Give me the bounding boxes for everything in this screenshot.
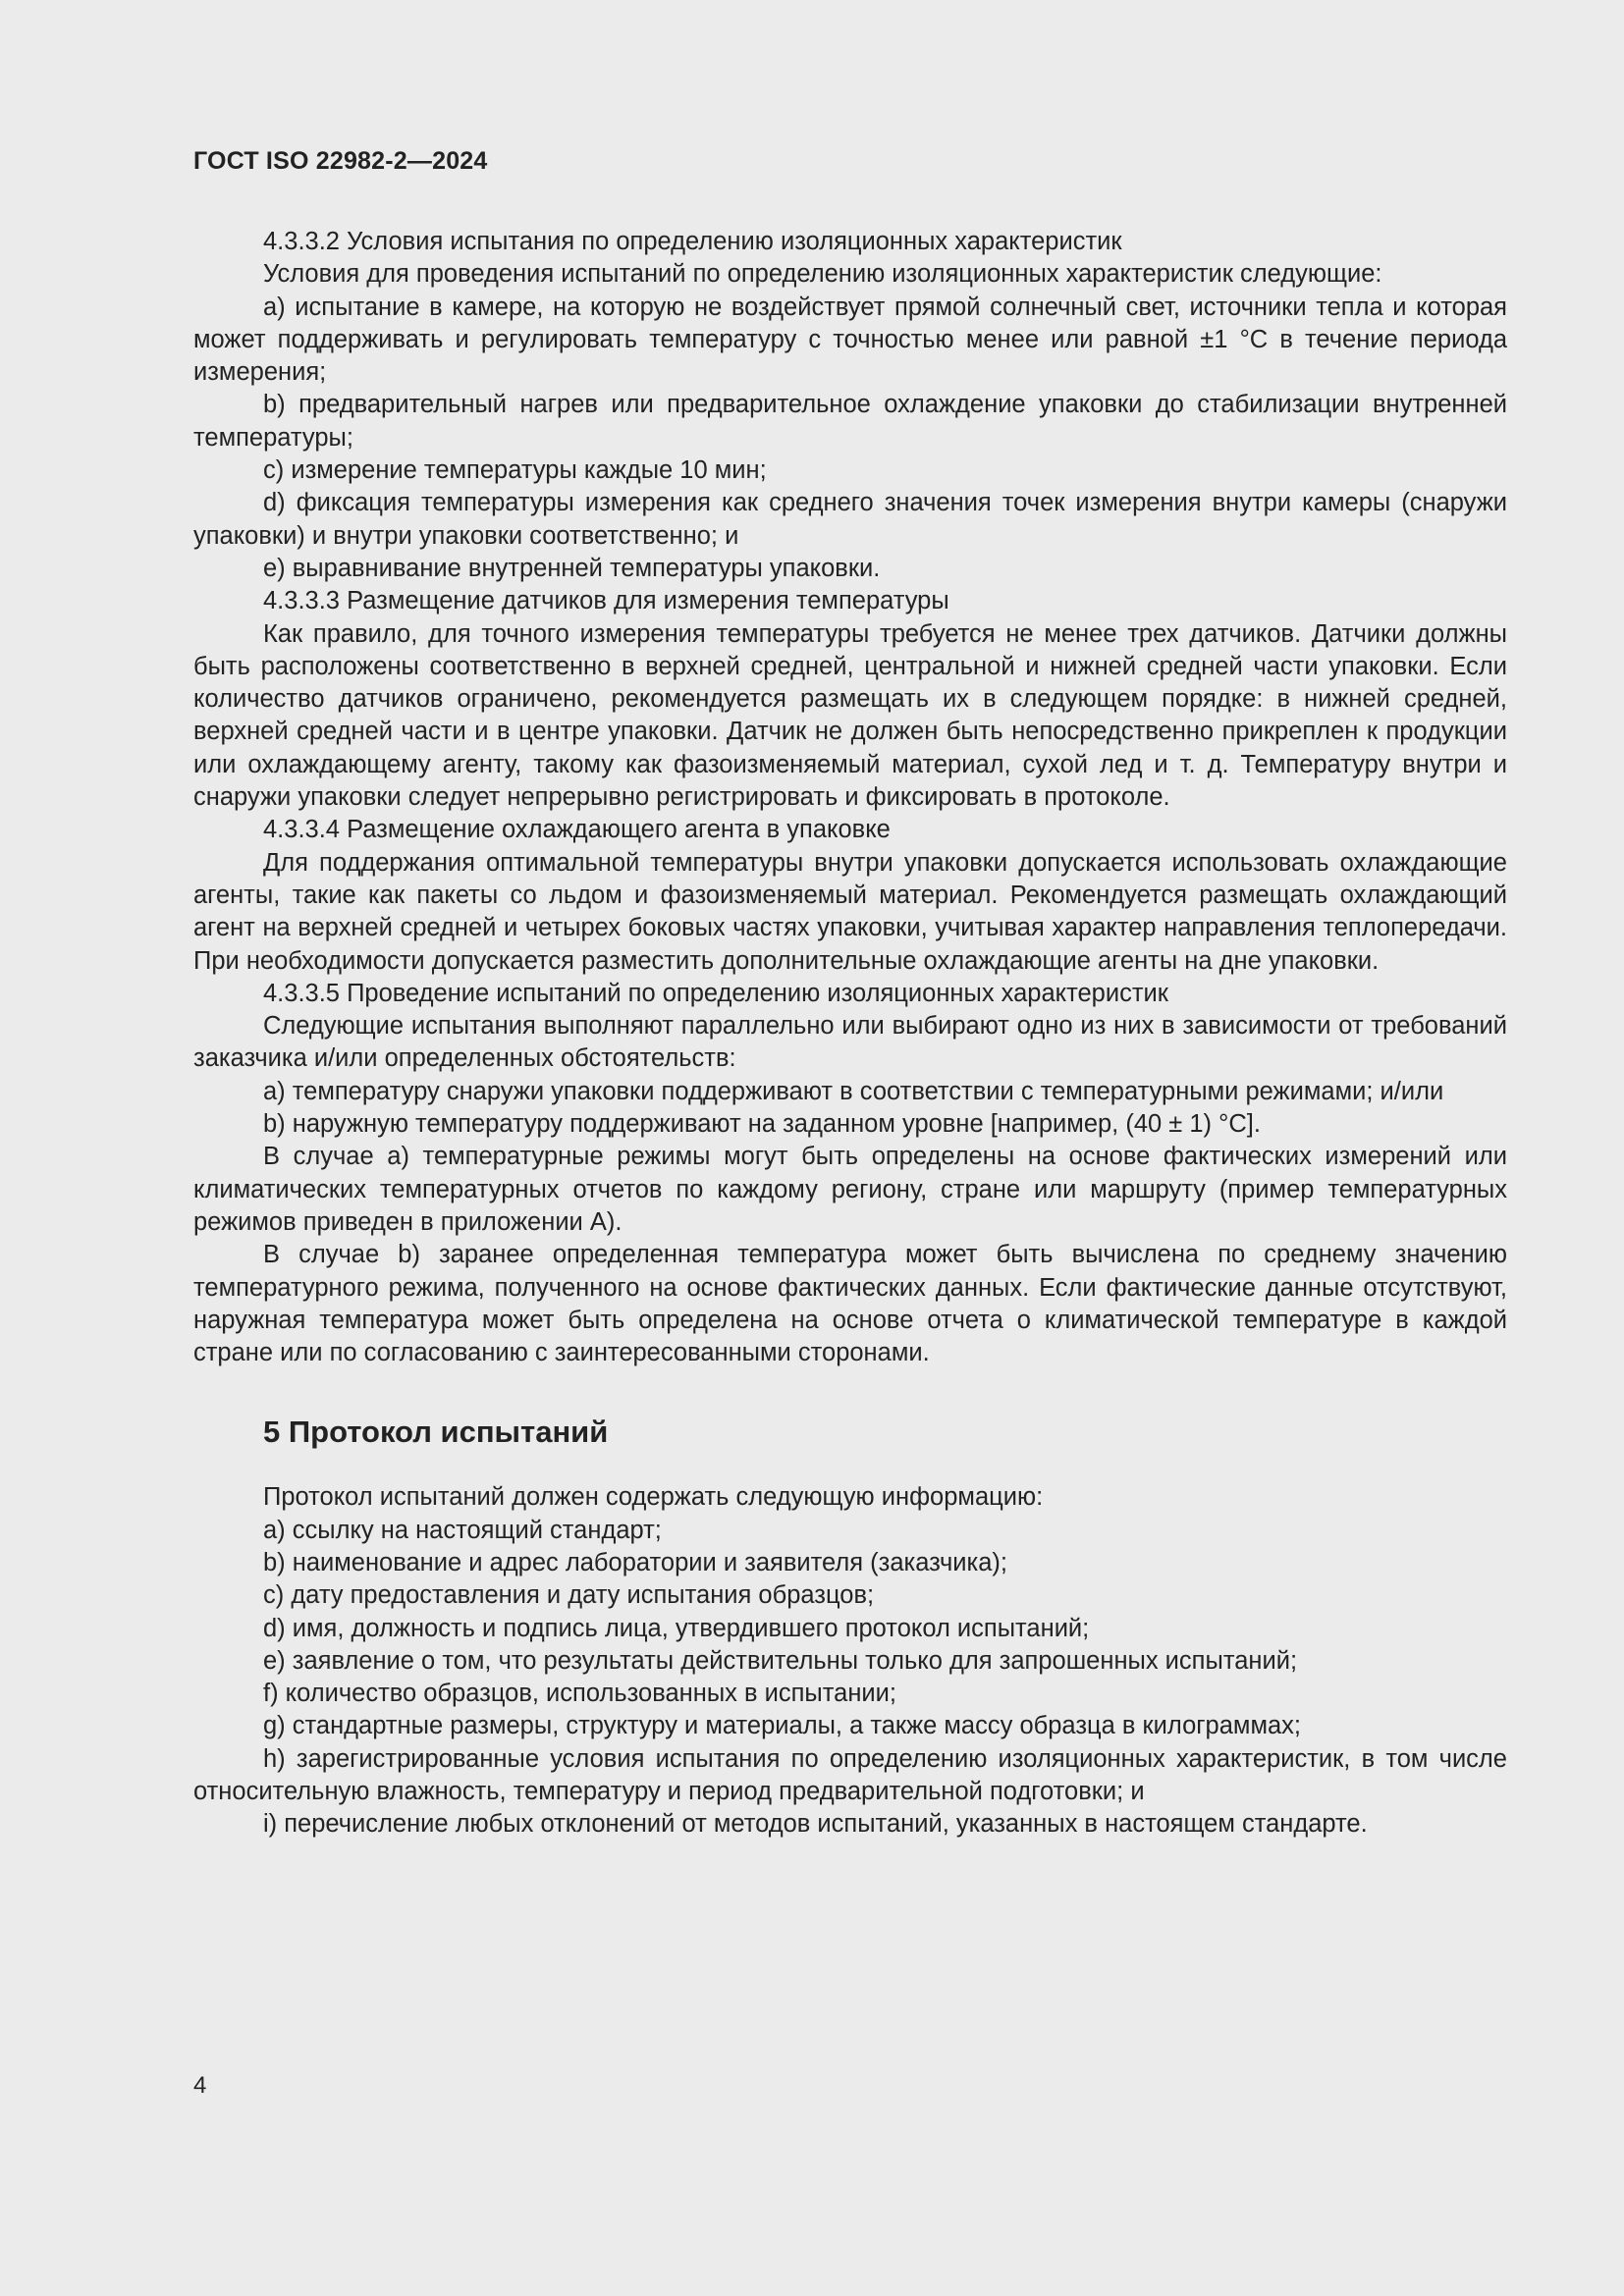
paragraph: Следующие испытания выполняют параллельно или выбирают одно из них в зависимости от требований заказчика и/или определенных обстоятельств: bbox=[193, 1012, 1507, 1073]
paragraph: Для поддержания оптимальной температуры внутри упаковки допускается использовать охлаждающие агенты, такие как пакеты со льдом и фазоизменяемый материал. Рекомендуется размещать охлаждающий агент на верхней средней и четырех боковых частях упаковки, учитывая характер направления теплопередачи. При необходимости допускается разместить дополнительные охлаждающие агенты на дне упаковки. bbox=[193, 848, 1507, 975]
list-item: c) измерение температуры каждые 10 мин; bbox=[263, 456, 767, 485]
list-item: a) испытание в камере, на которую не воздействует прямой солнечный свет, источники тепла и которая может поддерживать и регулировать температуру с точностью менее или равной ±1 °C в течение периода измерения; bbox=[193, 293, 1507, 387]
subsection-title: 4.3.3.3 Размещение датчиков для измерения температуры bbox=[263, 587, 949, 615]
paragraph: Как правило, для точного измерения температуры требуется не менее трех датчиков. Датчики должны быть расположены соответственно в верхней средней, центральной и нижней средней части упаковки. Если количество датчиков ограничено, рекомендуется размещать их в следующем порядке: в нижней средней, верхней средней части и в центре упаковки. Датчик не должен быть непосредственно прикреплен к продукции или охлаждающему агенту, такому как фазоизменяемый материал, сухой лед и т. д. Температуру внутри и снаружи упаковки следует непрерывно регистрировать и фиксировать в протоколе. bbox=[193, 619, 1507, 812]
list-item: h) зарегистрированные условия испытания по определению изоляционных характеристик, в том числе относительную влажность, температуру и период предварительной подготовки; и bbox=[193, 1744, 1507, 1806]
paragraph: В случае b) заранее определенная температура может быть вычислена по среднему значению температурного режима, полученного на основе фактических данных. Если фактические данные отсутствуют, наружная температура может быть определена на основе отчета о климатической температуре в каждой стране или по согласованию с заинтересованными сторонами. bbox=[193, 1241, 1507, 1367]
document-body bbox=[193, 226, 1507, 1842]
list-item: d) имя, должность и подпись лица, утвердившего протокол испытаний; bbox=[263, 1614, 1090, 1642]
list-item: g) стандартные размеры, структуру и материалы, а также массу образца в килограммах; bbox=[263, 1712, 1302, 1740]
document-header: ГОСТ ISO 22982-2—2024 bbox=[193, 147, 488, 175]
list-item: i) перечисление любых отклонений от методов испытаний, указанных в настоящем стандарте. bbox=[263, 1810, 1368, 1839]
page-number: 4 bbox=[193, 2072, 207, 2099]
list-item: b) наружную температуру поддерживают на заданном уровне [например, (40 ± 1) °C]. bbox=[263, 1110, 1261, 1139]
list-item: f) количество образцов, использованных в испытании; bbox=[263, 1680, 896, 1708]
list-item: e) выравнивание внутренней температуры упаковки. bbox=[263, 554, 881, 582]
list-item: d) фиксация температуры измерения как среднего значения точек измерения внутри камеры (снаружи упаковки) и внутри упаковки соответственно; и bbox=[193, 489, 1507, 550]
list-item: b) предварительный нагрев или предварительное охлаждение упаковки до стабилизации внутренней температуры; bbox=[193, 391, 1507, 452]
section-heading: 5 Протокол испытаний bbox=[263, 1415, 609, 1450]
list-item: c) дату предоставления и дату испытания образцов; bbox=[263, 1581, 875, 1610]
subsection-title: 4.3.3.4 Размещение охлаждающего агента в упаковке bbox=[263, 816, 891, 844]
list-item: e) заявление о том, что результаты действительны только для запрошенных испытаний; bbox=[263, 1646, 1298, 1675]
list-item: a) ссылку на настоящий стандарт; bbox=[263, 1516, 662, 1544]
paragraph: В случае a) температурные режимы могут быть определены на основе фактических измерений или климатических температурных отчетов по каждому региону, стране или маршруту (пример температурных режимов приведен в приложении A). bbox=[193, 1143, 1507, 1236]
subsection-title: 4.3.3.5 Проведение испытаний по определению изоляционных характеристик bbox=[263, 979, 1168, 1007]
paragraph: Условия для проведения испытаний по определению изоляционных характеристик следующие: bbox=[263, 260, 1382, 289]
list-item: b) наименование и адрес лаборатории и заявителя (заказчика); bbox=[263, 1548, 1007, 1576]
paragraph: Протокол испытаний должен содержать следующую информацию: bbox=[263, 1483, 1044, 1512]
list-item: a) температуру снаружи упаковки поддерживают в соответствии с температурными режимами; и/или bbox=[263, 1077, 1444, 1105]
subsection-title: 4.3.3.2 Условия испытания по определению изоляционных характеристик bbox=[263, 228, 1122, 255]
